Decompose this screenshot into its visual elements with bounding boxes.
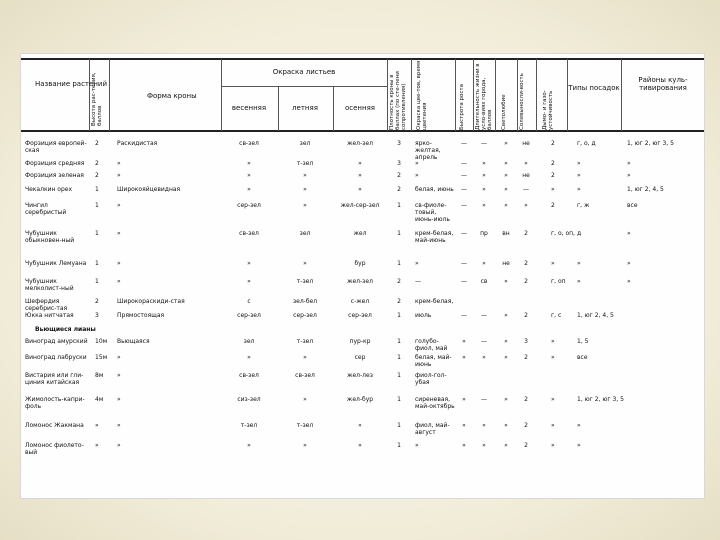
rows-cell-d: 3	[397, 140, 401, 147]
rows-cell-g: —	[461, 260, 467, 267]
rows-cell-su: »	[303, 172, 307, 179]
rows-cell-sp: св-зел	[239, 140, 259, 147]
rows-cell-d: 1	[397, 260, 401, 267]
rows-cell-li: не	[502, 260, 510, 267]
rows-cell-au: »	[358, 160, 362, 167]
rows-cell-lf: —	[481, 140, 487, 147]
rows-cell-au: бур	[354, 260, 366, 267]
rows-cell-au: жел-сер-зел	[340, 202, 380, 209]
rows-cell-w: 2	[524, 230, 528, 237]
rows-cell-sp: сер-зел	[237, 202, 261, 209]
rows-cell-fr: 2	[551, 172, 555, 179]
rows-cell-w: »	[524, 160, 528, 167]
vines-cell-sp: »	[247, 354, 251, 361]
rows-cell-li: вн	[502, 230, 510, 237]
vines-cell-au: сер	[354, 354, 366, 361]
rows-cell-d: 1	[397, 230, 401, 237]
rows-cell-name: Чингил серебристый	[25, 202, 67, 216]
rows-cell-sp: »	[247, 260, 251, 267]
vines-cell-su: »	[303, 442, 307, 449]
rows-cell-li: »	[504, 172, 508, 179]
vines-cell-h: »	[95, 442, 99, 449]
rows-cell-lf: »	[482, 186, 486, 193]
rows-cell-w: 2	[524, 260, 528, 267]
rows-cell-lf: »	[482, 160, 486, 167]
rows-cell-crown: Широкораскиди-стая	[117, 298, 185, 305]
vines-cell-crown: »	[117, 396, 121, 403]
rows-cell-h: 1	[95, 260, 99, 267]
rows-cell-su: сер-зел	[293, 312, 317, 319]
vines-cell-crown: »	[117, 422, 121, 429]
vines-cell-h: 10м	[95, 338, 108, 345]
rows-cell-sp: »	[247, 278, 251, 285]
rows-cell-fr: »	[551, 186, 555, 193]
vines-cell-name: Виноград лабруски	[25, 354, 87, 361]
rows-cell-lf: пр	[480, 230, 488, 237]
header-crown: Форма кроны	[147, 92, 197, 100]
rows-cell-fr: г, с	[551, 312, 562, 319]
rows-cell-fr: 2	[551, 202, 555, 209]
vines-cell-au: »	[358, 442, 362, 449]
header-planting: Типы посадок	[568, 84, 620, 92]
vines-cell-au: жел-лез	[347, 372, 373, 379]
vines-cell-pl: »	[577, 442, 581, 449]
vines-cell-fl: голубо-фиол, май	[415, 338, 448, 352]
vines-cell-pl: 1, 5	[577, 338, 589, 345]
header-name-1: Название растений	[35, 80, 107, 88]
vines-cell-w: 2	[524, 354, 528, 361]
vines-cell-lf: »	[482, 354, 486, 361]
rows-cell-li: »	[504, 186, 508, 193]
rows-cell-h: 2	[95, 298, 99, 305]
rows-cell-su: »	[303, 202, 307, 209]
rows-cell-li: »	[504, 278, 508, 285]
rows-cell-au: жел	[353, 230, 367, 237]
rows-cell-fl: »	[415, 260, 419, 267]
rows-cell-rg: все	[627, 202, 638, 209]
rows-cell-li: »	[504, 140, 508, 147]
vines-cell-h: »	[95, 422, 99, 429]
vines-cell-d: 1	[397, 396, 401, 403]
header-winter: Солевыносли-вость	[519, 73, 525, 130]
rows-cell-pl: »	[577, 186, 581, 193]
rows-cell-crown: »	[117, 260, 121, 267]
header-autumn: осенняя	[344, 104, 376, 112]
header-regions: Районы куль-тивирования	[638, 76, 688, 92]
rows-cell-h: 2	[95, 160, 99, 167]
rows-cell-lf: св	[480, 278, 488, 285]
rows-cell-rg: 1, юг 2, 4, 5	[627, 186, 664, 193]
rows-cell-sp: »	[247, 186, 251, 193]
rows-cell-pl: д	[577, 230, 582, 237]
rows-cell-au: сер-зел	[348, 312, 372, 319]
rows-cell-fl: —	[415, 278, 421, 285]
rows-cell-fl: крем-белая,	[415, 298, 454, 305]
rows-cell-li: »	[504, 312, 508, 319]
header-height: Высота рас-тения, баллов	[91, 72, 103, 126]
vines-cell-sp: сиз-зел	[237, 396, 261, 403]
rows-cell-h: 2	[95, 172, 99, 179]
rows-cell-li: »	[504, 160, 508, 167]
rows-cell-pl: »	[577, 278, 581, 285]
rows-cell-pl: г, ж	[577, 202, 590, 209]
header-light: Светолюбие	[501, 94, 507, 130]
rows-cell-crown: »	[117, 202, 121, 209]
vines-cell-lf: —	[481, 338, 487, 345]
vines-cell-li: »	[504, 442, 508, 449]
vines-cell-g: »	[462, 422, 466, 429]
rows-cell-crown: »	[117, 278, 121, 285]
rows-cell-name: Чекалкин орех	[25, 186, 73, 193]
rows-cell-li: »	[504, 202, 508, 209]
rows-cell-d: 1	[397, 312, 401, 319]
vines-cell-name: Жимолость-капри-фоль	[25, 396, 85, 410]
vines-cell-d: 1	[397, 442, 401, 449]
rows-cell-name: Форзиция средняя	[25, 160, 85, 167]
vines-cell-w: 2	[524, 396, 528, 403]
rows-cell-d: 3	[397, 160, 401, 167]
rows-cell-su: т-зел	[296, 160, 314, 167]
vines-cell-au: »	[358, 422, 362, 429]
vines-cell-w: 2	[524, 422, 528, 429]
vines-cell-sp: »	[247, 442, 251, 449]
rows-cell-d: 2	[397, 172, 401, 179]
vines-cell-li: »	[504, 354, 508, 361]
rows-cell-g: —	[461, 172, 467, 179]
rows-cell-su: зел	[299, 140, 311, 147]
rows-cell-sp: св-зел	[239, 230, 259, 237]
vines-cell-h: 8м	[95, 372, 104, 379]
rows-cell-rg: »	[627, 230, 631, 237]
rows-cell-name: Чубушник обыкновен-ный	[25, 230, 75, 244]
rows-cell-g: —	[461, 160, 467, 167]
vines-cell-g: »	[462, 354, 466, 361]
rows-cell-h: 2	[95, 140, 99, 147]
rows-cell-w: »	[524, 202, 528, 209]
vines-cell-name: Ломонос Жакмана	[25, 422, 84, 429]
vines-cell-d: 1	[397, 354, 401, 361]
rows-cell-pl: »	[577, 172, 581, 179]
rows-cell-au: с-жел	[350, 298, 370, 305]
rows-cell-fr: »	[551, 260, 555, 267]
rows-cell-fl: »	[415, 172, 419, 179]
rows-cell-fl: св-фиоле-товый, июнь-июль	[415, 202, 450, 223]
vines-cell-d: 1	[397, 338, 401, 345]
rows-cell-d: 2	[397, 298, 401, 305]
vines-cell-su: т-зел	[296, 338, 314, 345]
header-summer: летняя	[292, 104, 318, 112]
vines-cell-sp: св-зел	[239, 372, 259, 379]
vines-cell-su: »	[303, 396, 307, 403]
rows-cell-w: 2	[524, 312, 528, 319]
vines-cell-crown: Вьющаяся	[117, 338, 150, 345]
vines-cell-lf: —	[481, 396, 487, 403]
vines-cell-crown: »	[117, 372, 121, 379]
header-frost: Дымо- и газо-устойчивость	[542, 90, 554, 130]
header-longevity: Длительность жизни в усло-виях города, баллов	[475, 63, 493, 130]
rows-cell-fl: крем-белая, май-июнь	[415, 230, 454, 244]
header-leaf-color: Окраска листьев	[272, 68, 336, 76]
rows-cell-fl: июль	[415, 312, 432, 319]
vines-cell-fr: »	[551, 442, 555, 449]
vines-cell-fr: »	[551, 338, 555, 345]
vines-cell-w: 2	[524, 442, 528, 449]
rows-cell-pl: »	[577, 260, 581, 267]
rows-cell-su: »	[303, 186, 307, 193]
vines-cell-h: 15м	[95, 354, 108, 361]
vines-cell-li: »	[504, 422, 508, 429]
rows-cell-name: Шефердия серебрис-тая	[25, 298, 68, 312]
rows-cell-d: 2	[397, 186, 401, 193]
vines-cell-fr: »	[551, 422, 555, 429]
rows-cell-name: Чубушник мелколист-ный	[25, 278, 74, 292]
rows-cell-h: 1	[95, 202, 99, 209]
rows-cell-fr: 2	[551, 140, 555, 147]
vines-cell-fl: »	[415, 442, 419, 449]
rows-cell-name: Форзиция европей-ская	[25, 140, 87, 154]
vines-cell-li: »	[504, 338, 508, 345]
vines-cell-su: св-зел	[295, 372, 315, 379]
rows-cell-su: »	[303, 260, 307, 267]
rows-cell-rg: »	[627, 260, 631, 267]
rows-cell-crown: »	[117, 230, 121, 237]
vines-cell-su: »	[303, 354, 307, 361]
vines-cell-fl: фиол, май-август	[415, 422, 450, 436]
rows-cell-au: »	[358, 172, 362, 179]
rows-cell-g: —	[461, 186, 467, 193]
rows-cell-au: жел-зел	[347, 140, 373, 147]
vines-cell-su: т-зел	[296, 422, 314, 429]
header-growth: Быстрота роста	[459, 84, 465, 130]
vines-cell-li: »	[504, 396, 508, 403]
rows-cell-d: 1	[397, 202, 401, 209]
rows-cell-crown: Раскидистая	[117, 140, 158, 147]
vines-cell-sp: зел	[243, 338, 255, 345]
rows-cell-name: Форзиция зеленая	[25, 172, 84, 179]
vines-cell-sp: т-зел	[240, 422, 258, 429]
rows-cell-w: не	[522, 172, 530, 179]
rows-cell-g: —	[461, 312, 467, 319]
rows-cell-sp: с	[247, 298, 251, 305]
vines-cell-fl: сиреневая, май-октябрь	[415, 396, 455, 410]
vines-cell-lf: »	[482, 442, 486, 449]
rows-cell-su: зел-бел	[292, 298, 318, 305]
rows-cell-fr: г, оп	[551, 278, 566, 285]
vines-cell-g: »	[462, 396, 466, 403]
rows-cell-rg: »	[627, 172, 631, 179]
vines-cell-crown: »	[117, 354, 121, 361]
rows-cell-lf: »	[482, 172, 486, 179]
rows-cell-w: не	[522, 140, 530, 147]
vines-cell-fl: фиол-гол-убая	[415, 372, 447, 386]
header-resistance: Плотность кроны в баллах (по сте-пени сопротивления)	[389, 71, 407, 130]
rows-cell-au: жел-зел	[347, 278, 373, 285]
rows-cell-su: т-зел	[296, 278, 314, 285]
vines-cell-lf: »	[482, 422, 486, 429]
vines-cell-pl: все	[577, 354, 588, 361]
vines-cell-fr: »	[551, 396, 555, 403]
rows-cell-h: 1	[95, 186, 99, 193]
rows-cell-d: 2	[397, 278, 401, 285]
vines-cell-pl: »	[577, 422, 581, 429]
vines-cell-d: 1	[397, 422, 401, 429]
vines-cell-name: Виноград амурский	[25, 338, 88, 345]
rows-cell-name: Чубушник Лемуана	[25, 260, 87, 267]
rows-cell-h: 1	[95, 278, 99, 285]
rows-cell-sp: »	[247, 160, 251, 167]
vines-cell-fl: белая, май-июнь	[415, 354, 452, 368]
rows-cell-g: —	[461, 140, 467, 147]
rows-cell-fr: 2	[551, 160, 555, 167]
vines-cell-au: жел-бур	[346, 396, 374, 403]
rows-cell-rg: »	[627, 278, 631, 285]
rows-cell-rg: »	[627, 160, 631, 167]
rows-cell-fl: ярко-желтая, апрель	[415, 140, 441, 161]
vines-cell-d: 1	[397, 372, 401, 379]
table-page	[20, 53, 705, 499]
rows-cell-w: 2	[524, 278, 528, 285]
rows-cell-crown: Прямостоящая	[117, 312, 165, 319]
rows-cell-rg: 1, юг 2, юг 3, 5	[627, 140, 674, 147]
rows-cell-h: 3	[95, 312, 99, 319]
rows-cell-sp: »	[247, 172, 251, 179]
rows-cell-pl: 1, юг 2, 4, 5	[577, 312, 614, 319]
rows-cell-h: 1	[95, 230, 99, 237]
rows-cell-lf: »	[482, 202, 486, 209]
rows-cell-fr: г, о, оп,	[551, 230, 575, 237]
rows-cell-name: Юкка нитчатая	[25, 312, 74, 319]
rows-cell-fl: белая, июнь	[415, 186, 454, 193]
rows-cell-pl: »	[577, 160, 581, 167]
vines-cell-crown: »	[117, 442, 121, 449]
vines-cell-pl: 1, юг 2, юг 3, 5	[577, 396, 624, 403]
header-flower-color: Окраска цве-тов, время цветения	[416, 60, 428, 130]
vines-cell-fr: »	[551, 354, 555, 361]
vines-cell-g: »	[462, 442, 466, 449]
rows-cell-g: —	[461, 278, 467, 285]
rows-cell-au: »	[358, 186, 362, 193]
header-spring: весенняя	[231, 104, 267, 112]
rows-cell-sp: сер-зел	[237, 312, 261, 319]
vines-cell-name: Вистария или гли-циния китайская	[25, 372, 84, 386]
vines-cell-g: »	[462, 338, 466, 345]
rows-cell-su: зел	[299, 230, 311, 237]
rows-cell-g: —	[461, 202, 467, 209]
rows-cell-g: —	[461, 230, 467, 237]
vines-cell-h: 4м	[95, 396, 104, 403]
rows-cell-crown: Широкояйцевидная	[117, 186, 181, 193]
rows-cell-crown: »	[117, 160, 121, 167]
rows-cell-fl: »	[415, 160, 419, 167]
vines-cell-w: 3	[524, 338, 528, 345]
vines-cell-name: Ломонос фиолето-вый	[25, 442, 84, 456]
vines-cell-au: пур-кр	[349, 338, 371, 345]
section-vines-heading: Вьющиеся лианы	[35, 326, 96, 333]
rows-cell-lf: —	[481, 312, 487, 319]
rows-cell-crown: »	[117, 172, 121, 179]
rows-cell-w: —	[523, 186, 529, 193]
rows-cell-pl: г, о, д	[577, 140, 596, 147]
rows-cell-lf: »	[482, 260, 486, 267]
